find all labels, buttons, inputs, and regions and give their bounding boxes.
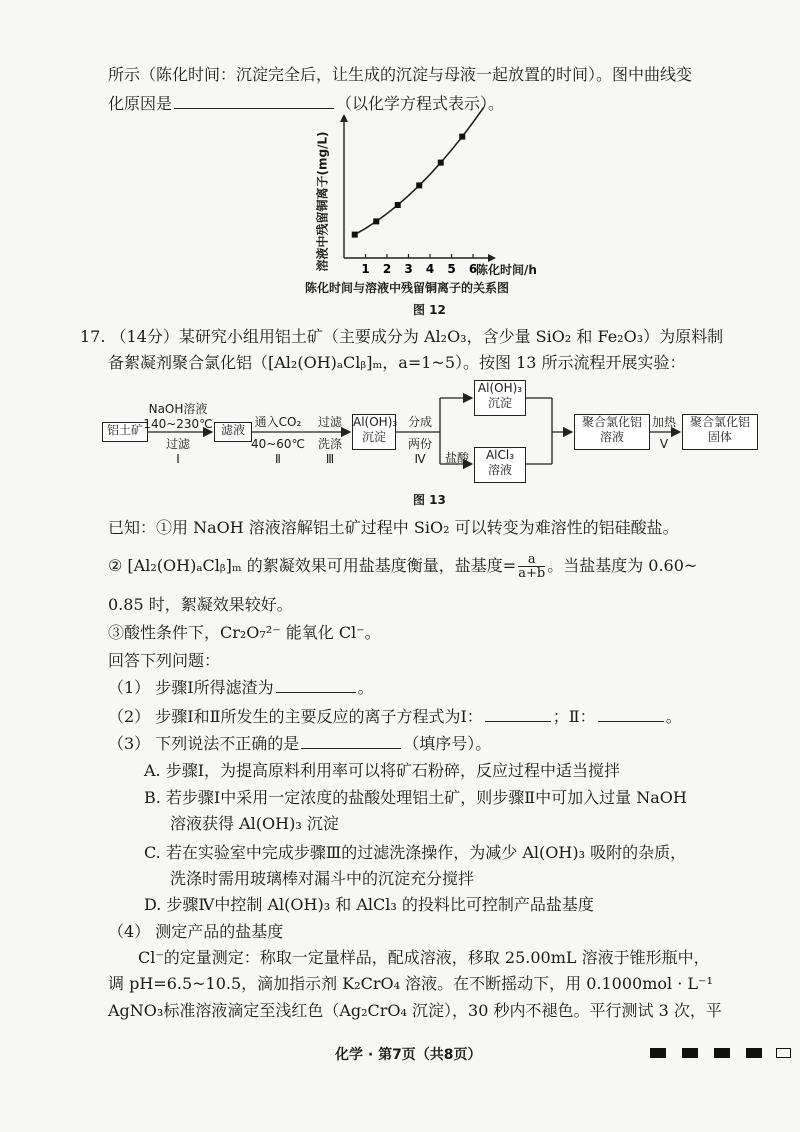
chart-xlabel: 陈化时间/h: [476, 263, 537, 277]
flow-box-final-solid: [682, 414, 758, 450]
footer-mark-5: [776, 1048, 791, 1058]
flow-box-precipitate: [352, 414, 396, 450]
questions-intro: 回答下列问题：: [108, 651, 221, 670]
figure-12-label: 图 12: [413, 303, 446, 317]
footer-mark-4: [746, 1048, 762, 1058]
basicity-fraction: [518, 553, 545, 580]
paragraph-line-3: AgNO₃标准溶液滴定至浅红色（Ag₂CrO₄ 沉淀），30 秒内不褪色。平行测试 3 次，平: [108, 1001, 722, 1020]
answer-blank-q1[interactable]: [276, 691, 356, 693]
intro-line-1: 所示（陈化时间：沉淀完全后，让生成的沉淀与母液一起放置的时间）。图中曲线变: [108, 65, 693, 84]
answer-blank-q2-i[interactable]: [485, 720, 551, 722]
x-tick-label-6: 6: [468, 262, 478, 276]
flow-step5-top: 加热: [651, 415, 676, 429]
flow-box-lower: [474, 447, 526, 483]
intro-line-2-post: （以化学方程式表示）。: [336, 94, 505, 113]
known-1: 已知：①用 NaOH 溶液溶解铝土矿过程中 SiO₂ 可以转变为难溶性的铝硅酸盐。: [108, 518, 679, 537]
flow-step4-num: Ⅳ: [414, 452, 426, 466]
fraction-numerator: a: [518, 553, 545, 567]
flow-acid-label: 盐酸: [444, 451, 469, 465]
flow-step5-num: Ⅴ: [659, 437, 669, 451]
q3-pre: （3） 下列说法不正确的是: [108, 734, 300, 753]
flow-step1-mid: 140~230℃: [143, 417, 213, 431]
flow-step1-top: NaOH溶液: [148, 402, 208, 416]
flow-step3-bot: 洗涤: [317, 437, 342, 451]
intro-line-2-pre: 化原因是: [108, 94, 173, 113]
x-tick-label-4: 4: [425, 262, 435, 276]
figure-13-label: 图 13: [413, 493, 446, 507]
chart-ylabel-text: 溶液中残留铜离子(mg/L): [315, 131, 330, 272]
known-3: ③酸性条件下，Cr₂O₇²⁻ 能氧化 Cl⁻。: [108, 623, 381, 642]
chart-title: 陈化时间与溶液中残留铜离子的关系图: [305, 281, 510, 295]
answer-blank-q3[interactable]: [301, 747, 401, 749]
flow-step1-bot: 过滤: [165, 437, 190, 451]
q1-pre: （1） 步骤Ⅰ所得滤渣为: [108, 678, 274, 697]
flow-step3-num: Ⅲ: [325, 452, 335, 466]
option-c-line-2: 洗涤时需用玻璃棒对漏斗中的沉淀充分搅拌: [170, 869, 475, 888]
footer-mark-1: [650, 1048, 666, 1058]
option-b-line-1: B. 若步骤Ⅰ中采用一定浓度的盐酸处理铝土矿，则步骤Ⅱ中可加入过量 NaOH: [144, 788, 687, 807]
page-footer: 化学 · 第7页（共8页）: [335, 1047, 482, 1063]
q2-pre: （2） 步骤Ⅰ和Ⅱ所发生的主要反应的离子方程式为Ⅰ：: [108, 707, 483, 726]
option-c-line-1: C. 若在实验室中完成步骤Ⅲ的过滤洗涤操作，为减少 Al(OH)₃ 吸附的杂质，: [144, 843, 687, 862]
question-3: [108, 733, 491, 755]
option-b-line-2: 溶液获得 Al(OH)₃ 沉淀: [170, 814, 339, 833]
flow-step4-top: 分成: [407, 415, 432, 429]
flow-box-bauxite: 铝土矿: [102, 422, 148, 442]
flow-box-product-b: 溶液: [599, 430, 624, 444]
flow-box-final-a: 聚合氯化铝: [689, 415, 750, 429]
question-2: [108, 706, 682, 728]
q17-line-1: 17. （14分）某研究小组用铝土矿（主要成分为 Al₂O₃，含少量 SiO₂ 和 Fe₂O₃）为原料制: [80, 327, 724, 346]
fraction-denominator: a+b: [518, 566, 546, 581]
known-2-post: 。当盐基度为 0.60~: [547, 556, 698, 575]
q17-line-2: 备絮凝剂聚合氯化铝（[Al₂(OH)ₐClᵦ]ₘ，a=1~5）。按图 13 所示流程开展实验：: [108, 353, 686, 372]
flow-box-lower-b: 溶液: [487, 463, 512, 477]
flow-step2-bot: 40~60℃: [250, 437, 306, 451]
known-2-cont: 0.85 时，絮凝效果较好。: [108, 595, 293, 614]
flow-step1-num: Ⅰ: [176, 452, 180, 466]
flow-box-final-b: 固体: [707, 430, 732, 444]
q3-post: （填序号）。: [403, 734, 492, 753]
flow-box-precipitate-b: 沉淀: [361, 430, 386, 444]
flow-box-upper: [474, 380, 526, 416]
flow-box-lower-a: AlCl₃: [485, 448, 515, 462]
footer-mark-2: [682, 1048, 698, 1058]
q2-post: 。: [665, 707, 682, 726]
answer-blank-q2-ii[interactable]: [598, 720, 664, 722]
q1-post: 。: [357, 678, 374, 697]
flow-box-precipitate-a: Al(OH)₃: [353, 415, 398, 429]
known-2-pre: ② [Al₂(OH)ₐClᵦ]ₘ 的絮凝效果可用盐基度衡量，盐基度=: [108, 556, 517, 575]
known-2: [108, 553, 697, 580]
x-tick-label-1: 1: [361, 262, 370, 276]
x-tick-label-3: 3: [404, 262, 413, 276]
flow-step4-bot: 两份: [407, 437, 432, 451]
flow-box-upper-b: 沉淀: [487, 396, 512, 410]
option-a: A. 步骤Ⅰ，为提高原料利用率可以将矿石粉碎，反应过程中适当搅拌: [144, 761, 621, 780]
q2-mid: ；Ⅱ：: [552, 707, 596, 726]
flow-box-filtrate: 滤液: [214, 422, 252, 442]
option-d: D. 步骤Ⅳ中控制 Al(OH)₃ 和 AlCl₃ 的投料比可控制产品盐基度: [144, 895, 594, 914]
flow-step2-top: 通入CO₂: [254, 415, 302, 429]
paragraph-line-1: Cl⁻的定量测定：称取一定量样品，配成溶液，移取 25.00mL 溶液于锥形瓶中，: [138, 948, 710, 967]
question-1: [108, 677, 374, 699]
x-tick-label-2: 2: [382, 262, 392, 276]
footer-mark-3: [714, 1048, 730, 1058]
x-tick-label-5: 5: [447, 262, 456, 276]
flow-step2-num: Ⅱ: [275, 452, 281, 466]
question-4: （4） 测定产品的盐基度: [108, 922, 284, 941]
flow-box-product-a: 聚合氯化铝: [581, 415, 642, 429]
paragraph-line-2: 调 pH=6.5~10.5，滴加指示剂 K₂CrO₄ 溶液。在不断摇动下，用 0.1000mol · L⁻¹: [108, 974, 713, 993]
flow-box-upper-a: Al(OH)₃: [477, 381, 523, 395]
flow-step3-top: 过滤: [317, 415, 342, 429]
flow-box-product-solution: [574, 414, 650, 450]
